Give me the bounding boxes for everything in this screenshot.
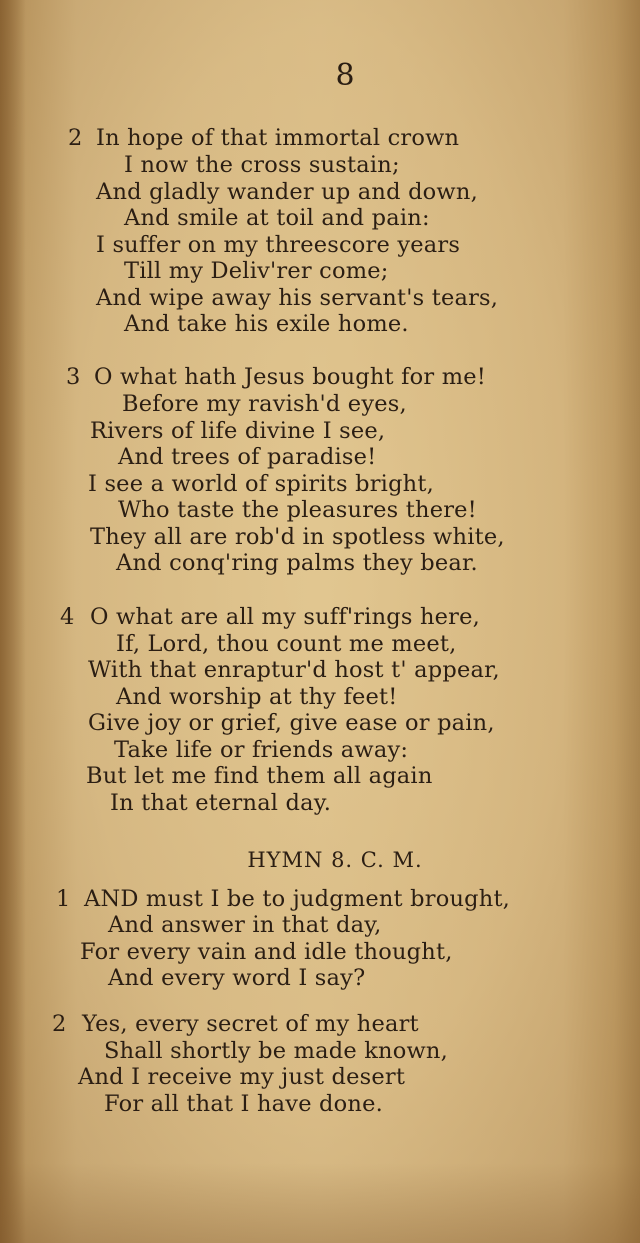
stanza-number: 3 bbox=[66, 364, 81, 390]
stanza-line: I now the cross sustain; bbox=[124, 152, 400, 178]
stanza-line: AND must I be to judgment brought, bbox=[84, 886, 511, 912]
stanza-number: 2 bbox=[52, 1011, 67, 1037]
stanza-line: O what hath Jesus bought for me! bbox=[94, 364, 487, 390]
stanza-line: And wipe away his servant's tears, bbox=[96, 285, 499, 311]
stanza-number: 1 bbox=[56, 886, 71, 912]
stanza-line: Yes, every secret of my heart bbox=[82, 1011, 419, 1037]
stanza-line: For every vain and idle thought, bbox=[80, 939, 453, 965]
stanza-line: And trees of paradise! bbox=[118, 444, 377, 470]
stanza-line: In hope of that immortal crown bbox=[96, 125, 460, 151]
stanza-line: O what are all my suff'rings here, bbox=[90, 604, 481, 630]
stanza-line: Take life or friends away: bbox=[114, 737, 409, 763]
stanza-line: They all are rob'd in spotless white, bbox=[90, 524, 505, 550]
stanza-line: Rivers of life divine I see, bbox=[90, 418, 386, 444]
stanza-line: And every word I say? bbox=[108, 965, 366, 991]
stanza-line: And conq'ring palms they bear. bbox=[116, 550, 478, 576]
stanza-number: 2 bbox=[68, 125, 83, 151]
stanza-line: With that enraptur'd host t' appear, bbox=[88, 657, 500, 683]
stanza-number: 4 bbox=[60, 604, 75, 630]
stanza-line: And gladly wander up and down, bbox=[96, 179, 478, 205]
stanza-line: I see a world of spirits bright, bbox=[88, 471, 434, 497]
stanza-line: And take his exile home. bbox=[124, 311, 409, 337]
stanza-line: Give joy or grief, give ease or pain, bbox=[88, 710, 495, 736]
stanza-line: I suffer on my threescore years bbox=[96, 232, 461, 258]
stanza-line: For all that I have done. bbox=[104, 1091, 383, 1117]
stanza-line: Till my Deliv'rer come; bbox=[124, 258, 389, 284]
stanza-line: If, Lord, thou count me meet, bbox=[116, 631, 457, 657]
stanza-line: And smile at toil and pain: bbox=[124, 205, 430, 231]
stanza-line: Before my ravish'd eyes, bbox=[122, 391, 407, 417]
stanza-line: Who taste the pleasures there! bbox=[118, 497, 477, 523]
stanza-line: In that eternal day. bbox=[110, 790, 332, 816]
stanza-line: And I receive my just desert bbox=[78, 1064, 406, 1090]
hymn-heading: HYMN 8. C. M. bbox=[247, 848, 423, 872]
page-number: 8 bbox=[335, 58, 355, 93]
stanza-line: Shall shortly be made known, bbox=[104, 1038, 448, 1064]
stanza-line: But let me find them all again bbox=[86, 763, 433, 789]
stanza-line: And answer in that day, bbox=[108, 912, 382, 938]
stanza-line: And worship at thy feet! bbox=[116, 684, 398, 710]
